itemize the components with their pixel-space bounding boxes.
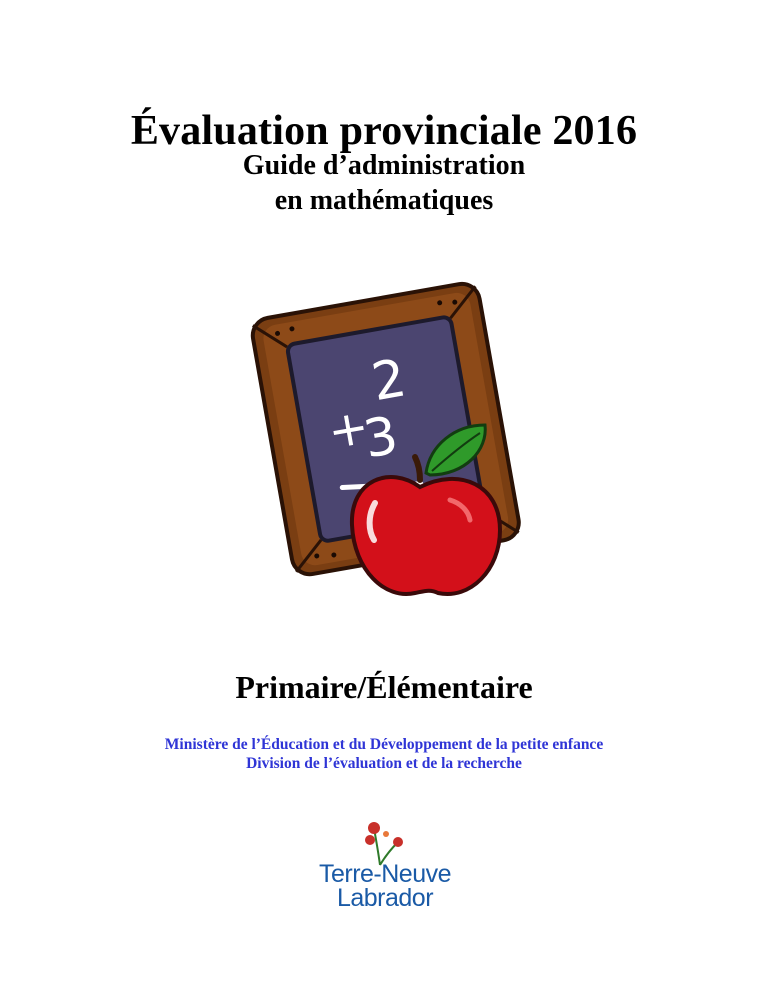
logo-line-1: Terre-Neuve bbox=[318, 860, 452, 888]
chalk-plus: + bbox=[323, 398, 374, 461]
document-title: Évaluation provinciale 2016 bbox=[130, 108, 638, 154]
document-subtitle bbox=[0, 148, 768, 218]
ministry-name: Ministère de l’Éducation et du Développement de la petite enfance bbox=[164, 736, 604, 753]
province-logo-wordmark bbox=[300, 862, 470, 910]
logo-line-2: Labrador bbox=[336, 884, 434, 912]
subtitle-line-2: en mathématiques bbox=[274, 185, 494, 216]
chalk-number-3: 3 bbox=[359, 405, 403, 471]
chalkboard-apple-illustration bbox=[250, 275, 540, 605]
chalk-number-2: 2 bbox=[367, 348, 411, 414]
division-name: Division de l’évaluation et de la recherche bbox=[246, 755, 522, 772]
ministry-block bbox=[0, 735, 768, 773]
subtitle-line-1: Guide d’administration bbox=[242, 150, 526, 181]
grade-level-heading: Primaire/Élémentaire bbox=[235, 669, 533, 705]
